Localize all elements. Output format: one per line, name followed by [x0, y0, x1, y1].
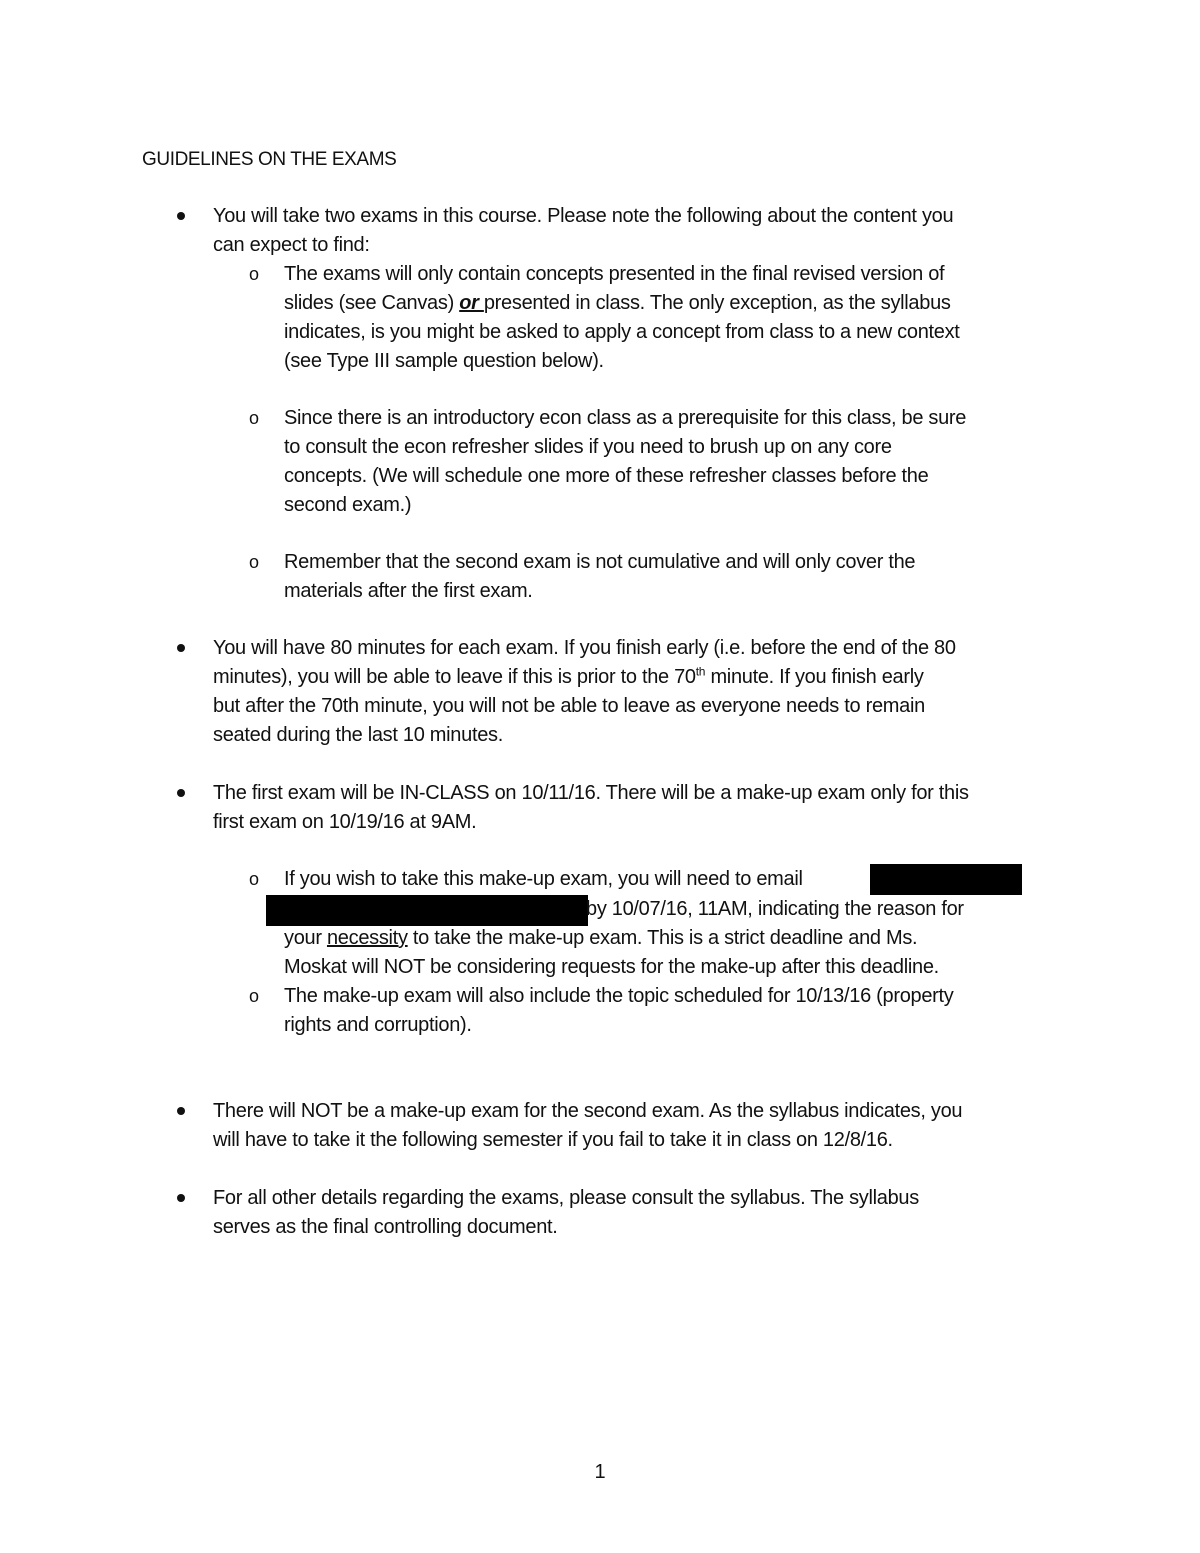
bullet-3-line-2: first exam on 10/19/16 at 9AM. [213, 811, 477, 833]
bullet-1-line-2: can expect to find: [213, 234, 370, 256]
text-segment: minutes), you will be able to leave if this is prior to the 70 [213, 666, 696, 688]
sub-bullet-1-1-line-1: The exams will only contain concepts presented in the final revised version of [284, 263, 945, 285]
sub-bullet-1-2-line-4: second exam.) [284, 494, 412, 516]
bullet-3-line-1: The first exam will be IN-CLASS on 10/11/16. There will be a make-up exam only for this [213, 782, 969, 804]
redaction-box [266, 895, 588, 926]
bullet-icon [177, 1194, 185, 1202]
text-segment: to take the make-up exam. This is a strict deadline and Ms. [407, 927, 918, 949]
emphasis-or: or [459, 292, 484, 314]
underlined-word: necessity [326, 927, 408, 949]
sub-bullet-1-3-line-2: materials after the first exam. [284, 580, 533, 602]
bullet-4-line-1: There will NOT be a make-up exam for the second exam. As the syllabus indicates, you [213, 1100, 963, 1122]
bullet-icon [177, 1107, 185, 1115]
redaction-box [870, 864, 1022, 895]
page-title: GUIDELINES ON THE EXAMS [142, 149, 397, 170]
sub-bullet-3-1-line-3 [284, 926, 917, 950]
text-segment: minute. If you finish early [705, 666, 924, 688]
sub-bullet-1-1-line-3: indicates, is you might be asked to apply a concept from class to a new context [284, 321, 960, 343]
bullet-icon [177, 212, 185, 220]
text-segment: presented in class. The only exception, as the syllabus [483, 292, 951, 314]
superscript: th [695, 664, 706, 679]
sub-bullet-1-2-line-3: concepts. (We will schedule one more of these refresher classes before the [284, 465, 929, 487]
bullet-2-line-1: You will have 80 minutes for each exam. If you finish early (i.e. before the end of the 80 [213, 637, 956, 659]
sub-bullet-icon: o [249, 408, 260, 428]
sub-bullet-icon: o [249, 986, 260, 1006]
bullet-2-line-3: but after the 70th minute, you will not be able to leave as everyone needs to remain [213, 695, 925, 717]
sub-bullet-icon: o [249, 869, 260, 889]
text-segment: your [284, 927, 327, 949]
sub-bullet-3-1-line-4: Moskat will NOT be considering requests for the make-up after this deadline. [284, 956, 939, 978]
bullet-icon [177, 789, 185, 797]
sub-bullet-3-2-line-1: The make-up exam will also include the topic scheduled for 10/13/16 (property [284, 985, 954, 1007]
bullet-icon [177, 644, 185, 652]
sub-bullet-1-3-line-1: Remember that the second exam is not cumulative and will only cover the [284, 551, 916, 573]
bullet-2-line-2 [213, 665, 924, 689]
sub-bullet-icon: o [249, 552, 260, 572]
sub-bullet-1-2-line-1: Since there is an introductory econ class as a prerequisite for this class, be sure [284, 407, 967, 429]
bullet-4-line-2: will have to take it the following semester if you fail to take it in class on 12/8/16. [213, 1129, 893, 1151]
text-segment: slides (see Canvas) [284, 292, 460, 314]
bullet-2-line-4: seated during the last 10 minutes. [213, 724, 503, 746]
bullet-1-line-1: You will take two exams in this course. Please note the following about the content you [213, 205, 954, 227]
bullet-5-line-1: For all other details regarding the exams, please consult the syllabus. The syllabus [213, 1187, 919, 1209]
bullet-5-line-2: serves as the final controlling document. [213, 1216, 558, 1238]
sub-bullet-1-1-line-2 [284, 291, 951, 315]
sub-bullet-3-1-line-2: by 10/07/16, 11AM, indicating the reason for [586, 898, 964, 920]
sub-bullet-1-2-line-2: to consult the econ refresher slides if you need to brush up on any core [284, 436, 892, 458]
page-number: 1 [594, 1461, 606, 1483]
sub-bullet-icon: o [249, 264, 260, 284]
sub-bullet-3-2-line-2: rights and corruption). [284, 1014, 472, 1036]
sub-bullet-1-1-line-4: (see Type III sample question below). [284, 350, 604, 372]
sub-bullet-3-1-line-1: If you wish to take this make-up exam, you will need to email [284, 868, 803, 890]
